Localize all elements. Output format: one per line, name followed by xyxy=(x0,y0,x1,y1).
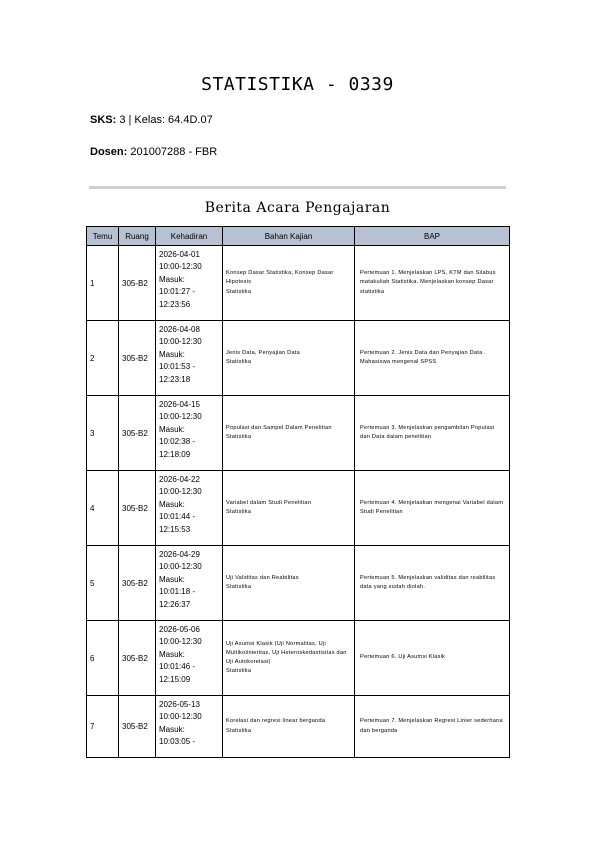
cell-temu: 5 xyxy=(87,546,119,621)
kehadiran-keluar: 12:23:56 xyxy=(159,299,191,309)
cell-ruang: 305-B2 xyxy=(119,396,156,471)
cell-bap: Pertemuan 4. Menjelaskan mengenai Variabel dalam Studi Penelitian xyxy=(355,471,510,546)
bahan-kajian-mk: Statistika xyxy=(226,509,252,515)
cell-bap: Pertemuan 1. Menjelaskan LPS, KTM dan Silabus matakuliah Statistika. Menjelaskan konsep Dasar statistika xyxy=(355,246,510,321)
kehadiran-jam: 10:00-12:30 xyxy=(159,412,202,422)
kehadiran-masuk: 10:01:46 - xyxy=(159,662,196,672)
kehadiran-jam: 10:00-12:30 xyxy=(159,712,202,722)
header-bap: BAP xyxy=(355,227,510,246)
table-row xyxy=(87,696,510,758)
cell-ruang: 305-B2 xyxy=(119,321,156,396)
kehadiran-keluar: 12:15:09 xyxy=(159,674,191,684)
kehadiran-masuk: 10:01:53 - xyxy=(159,362,196,372)
cell-kehadiran xyxy=(156,396,223,471)
cell-bap: Pertemuan 5. Menjelaskan validitas dan reabilitas data yang sudah diolah. xyxy=(355,546,510,621)
section-title: Berita Acara Pengajaran xyxy=(204,200,391,216)
cell-bahan-kajian xyxy=(223,471,355,546)
bap-table xyxy=(86,226,510,758)
sks-label: SKS: xyxy=(90,114,117,126)
cell-temu: 7 xyxy=(87,696,119,758)
table-row xyxy=(87,471,510,546)
kehadiran-masuk-label: Masuk: xyxy=(159,724,185,734)
cell-kehadiran xyxy=(156,546,223,621)
bahan-kajian-mk: Statistika xyxy=(226,359,252,365)
table-header-row xyxy=(87,227,510,246)
kehadiran-masuk-label: Masuk: xyxy=(159,424,185,434)
document-title: STATISTIKA - 0339 xyxy=(201,74,394,95)
cell-kehadiran xyxy=(156,321,223,396)
kehadiran-jam: 10:00-12:30 xyxy=(159,337,202,347)
cell-bahan-kajian xyxy=(223,321,355,396)
kehadiran-tanggal: 2026-04-15 xyxy=(159,400,200,409)
header-temu: Temu xyxy=(87,227,119,246)
kehadiran-tanggal: 2026-04-01 xyxy=(159,250,200,259)
kehadiran-keluar: 12:26:37 xyxy=(159,599,191,609)
cell-kehadiran xyxy=(156,696,223,758)
bahan-kajian-text: Konsep Dasar Statistika, Konsep Dasar Hipotesis xyxy=(226,270,334,286)
header-kehadiran: Kehadiran xyxy=(156,227,223,246)
cell-bap: Pertemuan 2. Jenis Data dan Penyajian Data . Mahasiswa mengenal SPSS xyxy=(355,321,510,396)
cell-kehadiran xyxy=(156,471,223,546)
cell-bahan-kajian xyxy=(223,396,355,471)
cell-bahan-kajian xyxy=(223,696,355,758)
kehadiran-masuk: 10:01:18 - xyxy=(159,587,196,597)
bahan-kajian-mk: Statistika xyxy=(226,288,252,295)
kehadiran-masuk-label: Masuk: xyxy=(159,499,185,509)
kehadiran-keluar: 12:23:18 xyxy=(159,374,191,384)
table-row xyxy=(87,396,510,471)
cell-ruang: 305-B2 xyxy=(119,696,156,758)
kehadiran-masuk: 10:02:38 - xyxy=(159,437,196,447)
cell-ruang: 305-B2 xyxy=(119,621,156,696)
cell-ruang: 305-B2 xyxy=(119,471,156,546)
kehadiran-masuk-label: Masuk: xyxy=(159,649,185,659)
cell-bahan-kajian xyxy=(223,246,355,321)
kehadiran-tanggal: 2026-05-13 xyxy=(159,700,200,709)
cell-temu: 2 xyxy=(87,321,119,396)
kehadiran-tanggal: 2026-04-08 xyxy=(159,325,200,334)
cell-bahan-kajian xyxy=(223,621,355,696)
bahan-kajian-mk: Statistika xyxy=(226,727,252,734)
cell-kehadiran xyxy=(156,246,223,321)
header-ruang: Ruang xyxy=(119,227,156,246)
kehadiran-masuk: 10:01:44 - xyxy=(159,512,196,522)
dosen-value: 201007288 - FBR xyxy=(130,146,218,158)
table-row xyxy=(87,546,510,621)
sks-kelas-line xyxy=(90,114,213,126)
kehadiran-masuk-label: Masuk: xyxy=(159,574,185,584)
bahan-kajian-text: Uji Validitas dan Reabilitas xyxy=(226,574,299,581)
cell-temu: 4 xyxy=(87,471,119,546)
cell-temu: 3 xyxy=(87,396,119,471)
cell-bap: Pertemuan 6. Uji Asumsi Klasik xyxy=(355,621,510,696)
bahan-kajian-mk: Statistika xyxy=(226,668,252,675)
bahan-kajian-text: Populasi dan Sampel Dalam Penelitian xyxy=(226,424,332,431)
bahan-kajian-text: Variabel dalam Studi Penelitian xyxy=(226,499,312,506)
kehadiran-jam: 10:00-12:30 xyxy=(159,487,202,497)
kehadiran-keluar: 12:15:53 xyxy=(159,524,191,534)
kehadiran-tanggal: 2026-05-06 xyxy=(159,625,200,634)
table-row xyxy=(87,321,510,396)
table-row xyxy=(87,246,510,321)
cell-bahan-kajian xyxy=(223,546,355,621)
bahan-kajian-text: Uji Asumsi Klasik (Uji Normalitas, Uji Multikolinieritas, Uji Heteroskedastisitas dan Uji Autokorelasi) xyxy=(226,640,347,665)
cell-kehadiran xyxy=(156,621,223,696)
bahan-kajian-text: Korelasi dan regresi linear berganda xyxy=(226,718,326,725)
header-bahan-kajian: Bahan Kajian xyxy=(223,227,355,246)
sks-kelas-value: 3 | Kelas: 64.4D.07 xyxy=(119,114,213,126)
kehadiran-keluar: 12:18:09 xyxy=(159,449,191,459)
kehadiran-jam: 10:00-12:30 xyxy=(159,637,202,647)
kehadiran-masuk-label: Masuk: xyxy=(159,274,185,284)
bahan-kajian-mk: Statistika xyxy=(226,434,252,440)
kehadiran-masuk: 10:03:05 - xyxy=(159,737,196,747)
dosen-line xyxy=(90,146,217,158)
cell-temu: 6 xyxy=(87,621,119,696)
cell-bap: Pertemuan 7. Menjelaskan Regresi Linier sederhana dan berganda xyxy=(355,696,510,758)
bahan-kajian-text: Jenis Data, Penyajian Data xyxy=(226,349,300,356)
cell-ruang: 305-B2 xyxy=(119,246,156,321)
kehadiran-masuk-label: Masuk: xyxy=(159,349,185,359)
section-divider xyxy=(89,186,506,189)
kehadiran-masuk: 10:01:27 - xyxy=(159,287,196,297)
dosen-label: Dosen: xyxy=(90,146,128,158)
kehadiran-tanggal: 2026-04-29 xyxy=(159,550,200,559)
kehadiran-tanggal: 2026-04-22 xyxy=(159,475,200,484)
bahan-kajian-mk: Statistika xyxy=(226,584,252,590)
kehadiran-jam: 10:00-12:30 xyxy=(159,562,202,572)
table-row xyxy=(87,621,510,696)
kehadiran-jam: 10:00-12:30 xyxy=(159,262,202,272)
cell-ruang: 305-B2 xyxy=(119,546,156,621)
cell-temu: 1 xyxy=(87,246,119,321)
cell-bap: Pertemuan 3. Menjelaskan pengambilan Populasi dan Data dalam penelitian xyxy=(355,396,510,471)
